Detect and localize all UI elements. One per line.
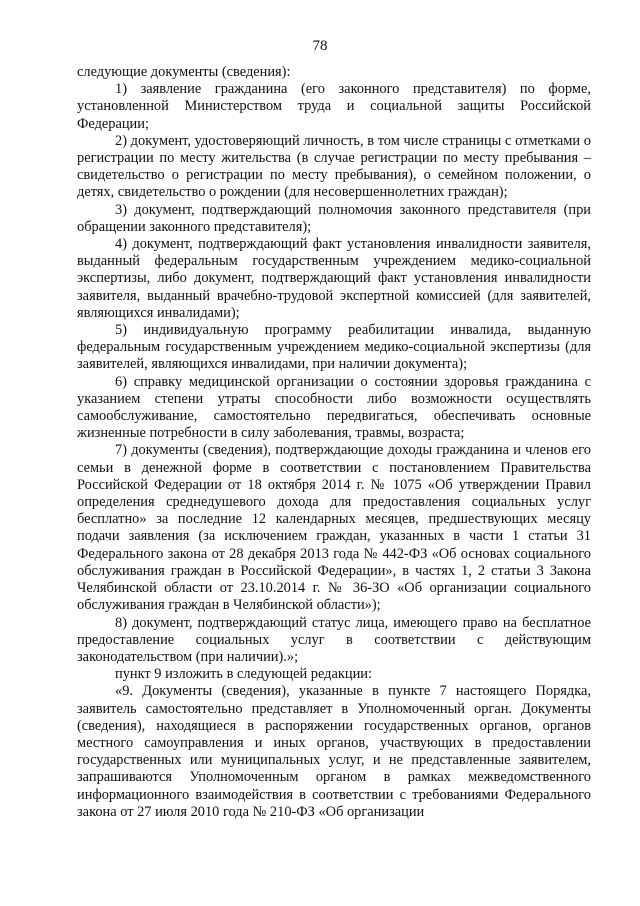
paragraph: 1) заявление гражданина (его законного представителя) по форме, установленной Министерством труда и социальной защиты Российской Федерации; — [77, 81, 591, 132]
paragraph: 8) документ, подтверждающий статус лица, имеющего право на бесплатное предоставление социальных услуг в соответствии с действующим законодательством (при наличии).»; — [77, 614, 591, 665]
paragraph: следующие документы (сведения): — [77, 64, 291, 80]
paragraph: 4) документ, подтверждающий факт установления инвалидности заявителя, выданный федеральным государственным учреждением медико-социальной экспертизы, либо документ, подтверждающий факт установления инвалидности заявителя, выданный врачебно-трудовой экспертной комиссией (для заявителей, являющихся инвалидами); — [77, 236, 591, 321]
paragraph: 3) документ, подтверждающий полномочия законного представителя (при обращении законного представителя); — [77, 201, 591, 235]
paragraph: 7) документы (сведения), подтверждающие доходы гражданина и членов его семьи в денежной форме в соответствии с постановлением Правительства Российской Федерации от 18 октября 2014 г. № 1075 «Об утверждении Правил определения среднедушевого дохода для предоставления социальных услуг бесплатно» за последние 12 календарных месяцев, предшествующих месяцу подачи заявления (за исключением граждан, указанных в части 1 статьи 31 Федерального закона от 28 декабря 2013 года № 442-ФЗ «Об основах социального обслуживания граждан в Российской Федерации», в частях 1, 2 статьи 3 Закона Челябинской области от 23.10.2014 г. № 36-ЗО «Об организации социального обслуживания граждан в Челябинской области»); — [77, 442, 591, 614]
page-number: 78 — [312, 38, 328, 54]
paragraph: 2) документ, удостоверяющий личность, в том числе страницы с отметками о регистрации по месту жительства (в случае регистрации по месту пребывания – свидетельство о регистрации по месту пребывания), о семейном положении, о детях, свидетельство о рождении (для несовершеннолетних граждан); — [77, 132, 591, 201]
paragraph: 5) индивидуальную программу реабилитации инвалида, выданную федеральным государственным учреждением медико-социальной экспертизы (для заявителей, являющихся инвалидами, при наличии документа); — [77, 322, 591, 373]
paragraph: «9. Документы (сведения), указанные в пункте 7 настоящего Порядка, заявитель самостоятельно представляет в Уполномоченный орган. Документы (сведения), находящиеся в распоряжении государственных органов, органов местного самоуправления и иных органов, участвующих в предоставлении государственных или муниципальных услуг, и не представленные заявителем, запрашиваются Уполномоченным органом в рамках межведомственного информационного взаимодействия в соответствии с требованиями Федерального закона от 27 июля 2010 года № 210-ФЗ «Об организации — [77, 683, 591, 820]
paragraph: 6) справку медицинской организации о состоянии здоровья гражданина с указанием степени утраты способности либо возможности осуществлять самообслуживание, самостоятельно передвигаться, обеспечивать основные жизненные потребности в силу заболевания, травмы, возраста; — [77, 373, 591, 442]
paragraph: пункт 9 изложить в следующей редакции: — [115, 666, 372, 683]
document-body — [77, 64, 591, 821]
